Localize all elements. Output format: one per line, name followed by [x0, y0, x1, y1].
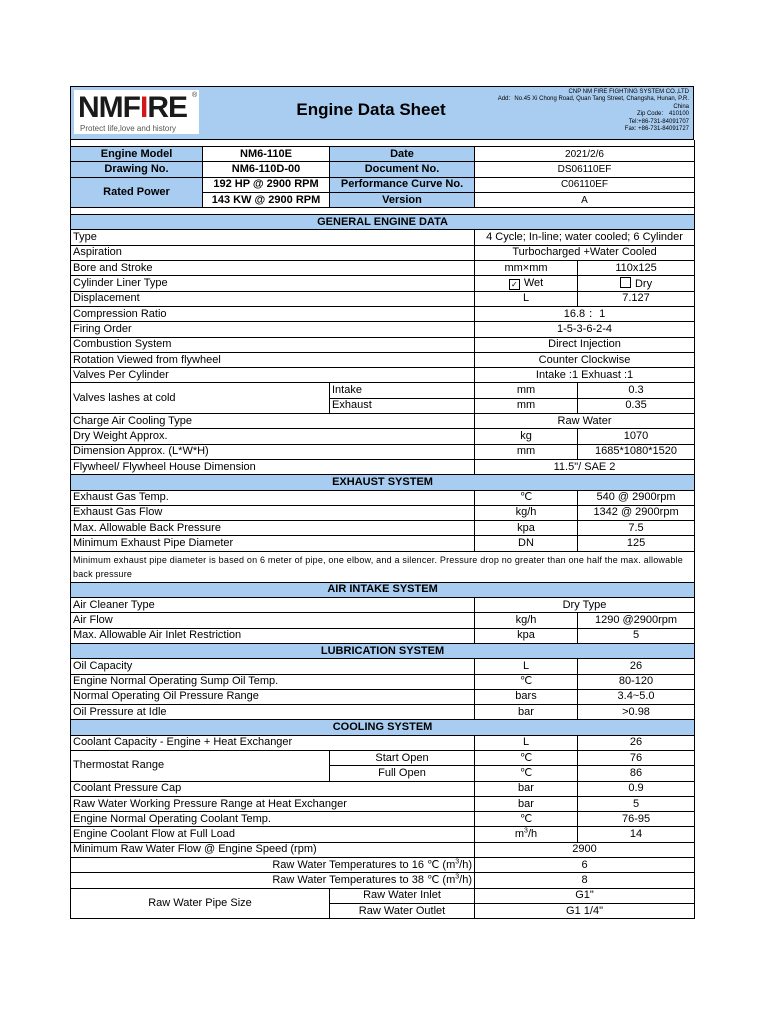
table-row: Full Open ℃ 86	[71, 766, 695, 781]
table-row	[71, 162, 695, 177]
general-section-title: GENERAL ENGINE DATA	[71, 215, 695, 230]
lube-section-title: LUBRICATION SYSTEM	[71, 643, 695, 658]
date-label: Date	[330, 147, 475, 162]
table-row: Combustion System Direct Injection	[71, 337, 695, 352]
table-row: Exhaust Gas Temp. ℃ 540 @ 2900rpm	[71, 490, 695, 505]
table-row: Exhaust mm 0.35	[71, 398, 695, 413]
engine-spec-table	[70, 214, 695, 919]
exhaust-note: Minimum exhaust pipe diameter is based on 6 meter of pipe, one elbow, and a silencer. Pressure drop no greater than one half the max. allowable back pressure	[71, 551, 695, 582]
table-row: Normal Operating Oil Pressure Range bars 3.4~5.0	[71, 689, 695, 704]
table-row: Rotation Viewed from flywheel Counter Clockwise	[71, 352, 695, 367]
engine-model-label: Engine Model	[71, 147, 203, 162]
rated-power-kw: 143 KW @ 2900 RPM	[203, 192, 330, 207]
page-title: Engine Data Sheet	[296, 100, 446, 119]
version-label: Version	[330, 192, 475, 207]
table-row: Minimum Exhaust Pipe Diameter DN 125	[71, 536, 695, 551]
table-row: Dry Weight Approx. kg 1070	[71, 429, 695, 444]
document-no-label: Document No.	[330, 162, 475, 177]
company-address: CNP NM FIRE FIGHTING SYSTEM CO.,LTD Add：No.45 Xi Chong Road, Quan Tang Street, Changsha, Hunan, P.R. China Zip Code： 410100 Tel:+86-731-84091707 Fax: +86-731-84091727	[497, 89, 689, 133]
company-logo	[74, 90, 199, 134]
table-row: Engine Normal Operating Coolant Temp. ℃ 76-95	[71, 812, 695, 827]
liner-dry-option: Dry	[578, 276, 695, 291]
table-row: Coolant Pressure Cap bar 0.9	[71, 781, 695, 796]
table-row: Charge Air Cooling Type Raw Water	[71, 414, 695, 429]
table-row: Oil Capacity L 26	[71, 659, 695, 674]
engine-info-table	[70, 140, 695, 214]
unchecked-box-icon	[620, 277, 631, 288]
table-row	[71, 551, 695, 582]
registered-mark: ®	[192, 92, 198, 99]
table-row: Raw Water Working Pressure Range at Heat Exchanger bar 5	[71, 796, 695, 811]
engine-data-sheet	[70, 86, 694, 919]
table-row	[71, 147, 695, 162]
table-row: Firing Order 1-5-3-6-2-4	[71, 322, 695, 337]
table-row: Exhaust Gas Flow kg/h 1342 @ 2900rpm	[71, 505, 695, 520]
raw-water-38-label: Raw Water Temperatures to 38 ℃ $(m^3/h)$	[71, 873, 475, 888]
table-row: Minimum Raw Water Flow @ Engine Speed (rpm) 2900	[71, 842, 695, 857]
sheet-header	[70, 86, 694, 140]
table-row: Engine Coolant Flow at Full Load $m^3/h$ 14	[71, 827, 695, 842]
engine-model-value: NM6-110E	[203, 147, 330, 162]
table-row: Air Cleaner Type Dry Type	[71, 598, 695, 613]
table-row: Air Flow kg/h 1290 @2900rpm	[71, 613, 695, 628]
rated-power-label: Rated Power	[71, 177, 203, 208]
table-row: Thermostat Range Start Open ℃ 76	[71, 750, 695, 765]
table-row: Dimension Approx. (L*W*H) mm 1685*1080*1520	[71, 444, 695, 459]
version-value: A	[475, 192, 695, 207]
perf-curve-label: Performance Curve No.	[330, 177, 475, 192]
table-row: Raw Water Temperatures to 16 ℃ $(m^3/h)$ 6	[71, 858, 695, 873]
table-row: Cylinder Liner Type ✓ Wet Dry	[71, 276, 695, 291]
drawing-no-label: Drawing No.	[71, 162, 203, 177]
table-row	[71, 177, 695, 192]
drawing-no-value: NM6-110D-00	[203, 162, 330, 177]
coolant-flow-unit: $m^3/h$	[475, 827, 578, 842]
table-row: Flywheel/ Flywheel House Dimension 11.5"/ SAE 2	[71, 459, 695, 474]
table-row: Raw Water Temperatures to 38 ℃ $(m^3/h)$ 8	[71, 873, 695, 888]
table-row: Aspiration Turbocharged +Water Cooled	[71, 245, 695, 260]
document-no-value: DS06110EF	[475, 162, 695, 177]
checked-box-icon: ✓	[509, 279, 520, 290]
table-row: Max. Allowable Air Inlet Restriction kpa 5	[71, 628, 695, 643]
table-row: Displacement L 7.127	[71, 291, 695, 306]
table-row: Coolant Capacity - Engine + Heat Exchanger L 26	[71, 735, 695, 750]
air-section-title: AIR INTAKE SYSTEM	[71, 582, 695, 597]
perf-curve-value: C06110EF	[475, 177, 695, 192]
table-row: Compression Ratio 16.8 ：1	[71, 306, 695, 321]
table-row: Max. Allowable Back Pressure kpa 7.5	[71, 521, 695, 536]
table-row: Engine Normal Operating Sump Oil Temp. ℃ 80-120	[71, 674, 695, 689]
liner-wet-option: ✓ Wet	[475, 276, 578, 291]
logo-wordmark: NMFIRE	[78, 91, 188, 124]
logo-slogan: Protect life,love and history	[80, 124, 177, 133]
table-row: Raw Water Pipe Size Raw Water Inlet G1"	[71, 888, 695, 903]
date-value: 2021/2/6	[475, 147, 695, 162]
table-row: Valves lashes at cold Intake mm 0.3	[71, 383, 695, 398]
table-row: Valves Per Cylinder Intake :1 Exhuast :1	[71, 368, 695, 383]
raw-water-16-label: Raw Water Temperatures to 16 ℃ $(m^3/h)$	[71, 858, 475, 873]
table-row: Raw Water Outlet G1 1/4"	[71, 903, 695, 918]
table-row: Bore and Stroke mm×mm 110x125	[71, 261, 695, 276]
table-row: Type 4 Cycle; In-line; water cooled; 6 Cylinder	[71, 230, 695, 245]
table-row: Oil Pressure at Idle bar >0.98	[71, 705, 695, 720]
exhaust-section-title: EXHAUST SYSTEM	[71, 475, 695, 490]
cooling-section-title: COOLING SYSTEM	[71, 720, 695, 735]
rated-power-hp: 192 HP @ 2900 RPM	[203, 177, 330, 192]
